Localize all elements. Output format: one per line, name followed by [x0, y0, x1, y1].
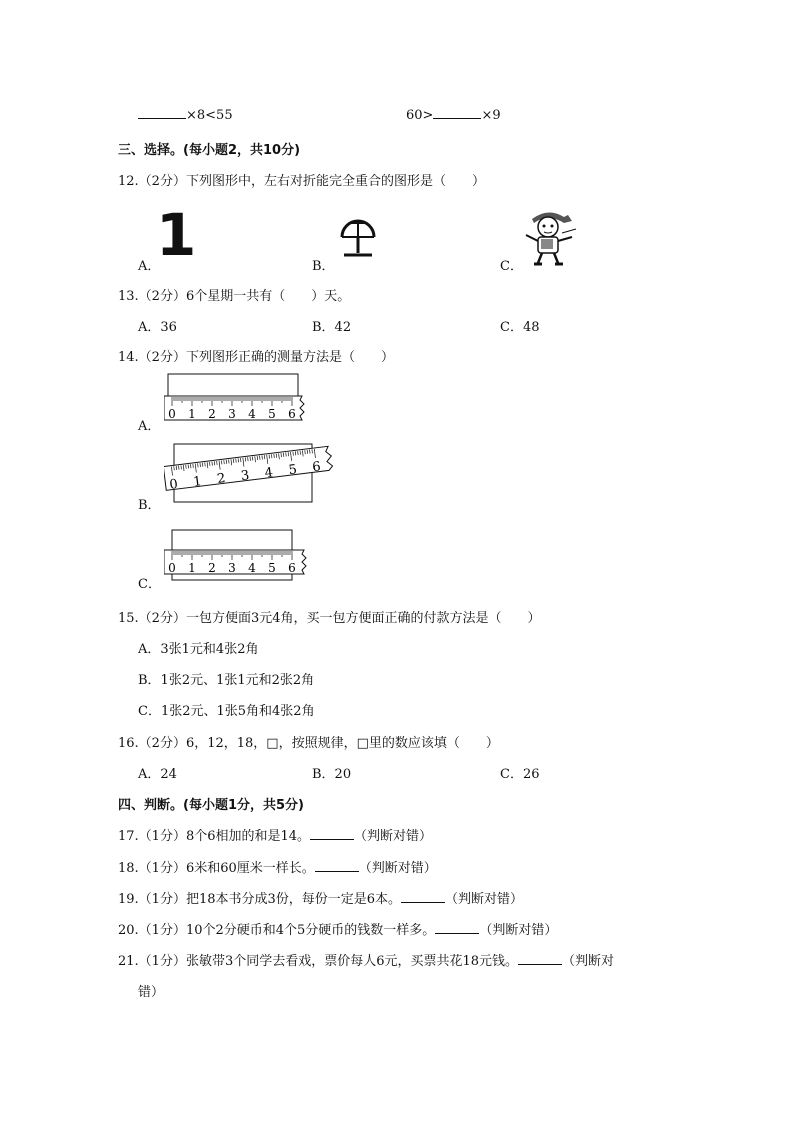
answer-blank[interactable]: [315, 859, 359, 872]
ruler-figure-b[interactable]: [164, 440, 339, 506]
answer-blank[interactable]: [433, 106, 481, 119]
ruler-number: 3: [228, 561, 236, 575]
section-title: 三、选择。(每小题2，共10分): [118, 143, 301, 158]
question-16-stem: 16.（2分）6，12，18，□，按照规律，□里的数应该填（ ）: [118, 736, 499, 751]
option-16-b[interactable]: B．20: [312, 767, 352, 782]
ruler-number: 6: [311, 459, 322, 476]
ruler-number: 2: [208, 561, 216, 575]
ruler-number: 3: [240, 468, 251, 485]
question-15-stem: 15.（2分）一包方便面3元4角，买一包方便面正确的付款方法是（ ）: [118, 611, 541, 626]
answer-blank[interactable]: [138, 106, 186, 119]
ruler-number: 6: [288, 561, 296, 575]
ruler-number: 4: [263, 465, 274, 482]
digit-one-figure: 1: [156, 201, 197, 269]
question-20: 20.（1分）10个2分硬币和4个5分硬币的钱数一样多。 （判断对错）: [118, 923, 558, 938]
ruler-figure-a[interactable]: [164, 372, 314, 424]
question-19: 19.（1分）把18本书分成3份，每份一定是6本。 （判断对错）: [118, 892, 524, 907]
ruler-number: 1: [192, 474, 203, 490]
ruler-number: 4: [248, 561, 256, 575]
ruler-number: 0: [168, 407, 176, 421]
question-13-stem: 13.（2分）6个星期一共有（ ）天。: [118, 289, 351, 304]
answer-blank[interactable]: [435, 921, 479, 934]
question-21: 21.（1分）张敏带3个同学去看戏，票价每人6元，买票共花18元钱。 （判断对: [118, 954, 615, 969]
ruler-number: 1: [188, 561, 196, 575]
question-21-continuation: 错）: [138, 985, 165, 1000]
option-13-a[interactable]: A．36: [138, 320, 177, 335]
option-13-c[interactable]: C．48: [500, 320, 540, 335]
option-14-c-label[interactable]: C．: [138, 577, 161, 592]
ruler-number: 6: [288, 407, 296, 421]
lamp-symbol-icon: [338, 215, 378, 259]
ruler-number: 0: [168, 476, 179, 493]
option-14-a-label[interactable]: A．: [138, 419, 161, 434]
option-12-a[interactable]: A． 1: [138, 201, 197, 274]
option-12-c[interactable]: C．: [500, 205, 590, 270]
section-title: 四、判断。(每小题1分，共5分): [118, 798, 304, 813]
option-16-c[interactable]: C．26: [500, 767, 540, 782]
option-15-a[interactable]: A．3张1元和4张2角: [138, 642, 259, 657]
ruler-number: 1: [188, 407, 196, 421]
option-12-b[interactable]: B．: [312, 215, 382, 270]
question-12-stem: 12.（2分）下列图形中，左右对折能完全重合的图形是（ ）: [118, 174, 485, 189]
answer-blank[interactable]: [518, 952, 562, 965]
ruler-number: 2: [216, 471, 227, 488]
question-14-stem: 14.（2分）下列图形正确的测量方法是（ ）: [118, 350, 394, 365]
ruler-number: 5: [268, 407, 276, 421]
ruler-number: 5: [268, 561, 276, 575]
ruler-figure-c[interactable]: [164, 528, 314, 584]
question-18: 18.（1分）6米和60厘米一样长。 （判断对错）: [118, 861, 437, 876]
option-14-b-label[interactable]: B．: [138, 498, 161, 513]
cartoon-boy-icon: [518, 205, 580, 267]
ruler-number: 3: [228, 407, 236, 421]
option-15-b[interactable]: B．1张2元、1张1元和2张2角: [138, 673, 315, 688]
ruler-number: 0: [168, 561, 176, 575]
top-left-expression: ×8<55: [138, 106, 233, 123]
option-15-c[interactable]: C．1张2元、1张5角和4张2角: [138, 704, 315, 719]
ruler-number: 4: [248, 407, 256, 421]
option-13-b[interactable]: B．42: [312, 320, 352, 335]
question-17: 17.（1分）8个6相加的和是14。 （判断对错）: [118, 829, 433, 844]
ruler-number: 2: [208, 407, 216, 421]
option-16-a[interactable]: A．24: [138, 767, 177, 782]
ruler-number: 5: [287, 462, 298, 479]
answer-blank[interactable]: [401, 890, 445, 903]
top-right-expression: 60> ×9: [406, 108, 501, 123]
answer-blank[interactable]: [310, 827, 354, 840]
